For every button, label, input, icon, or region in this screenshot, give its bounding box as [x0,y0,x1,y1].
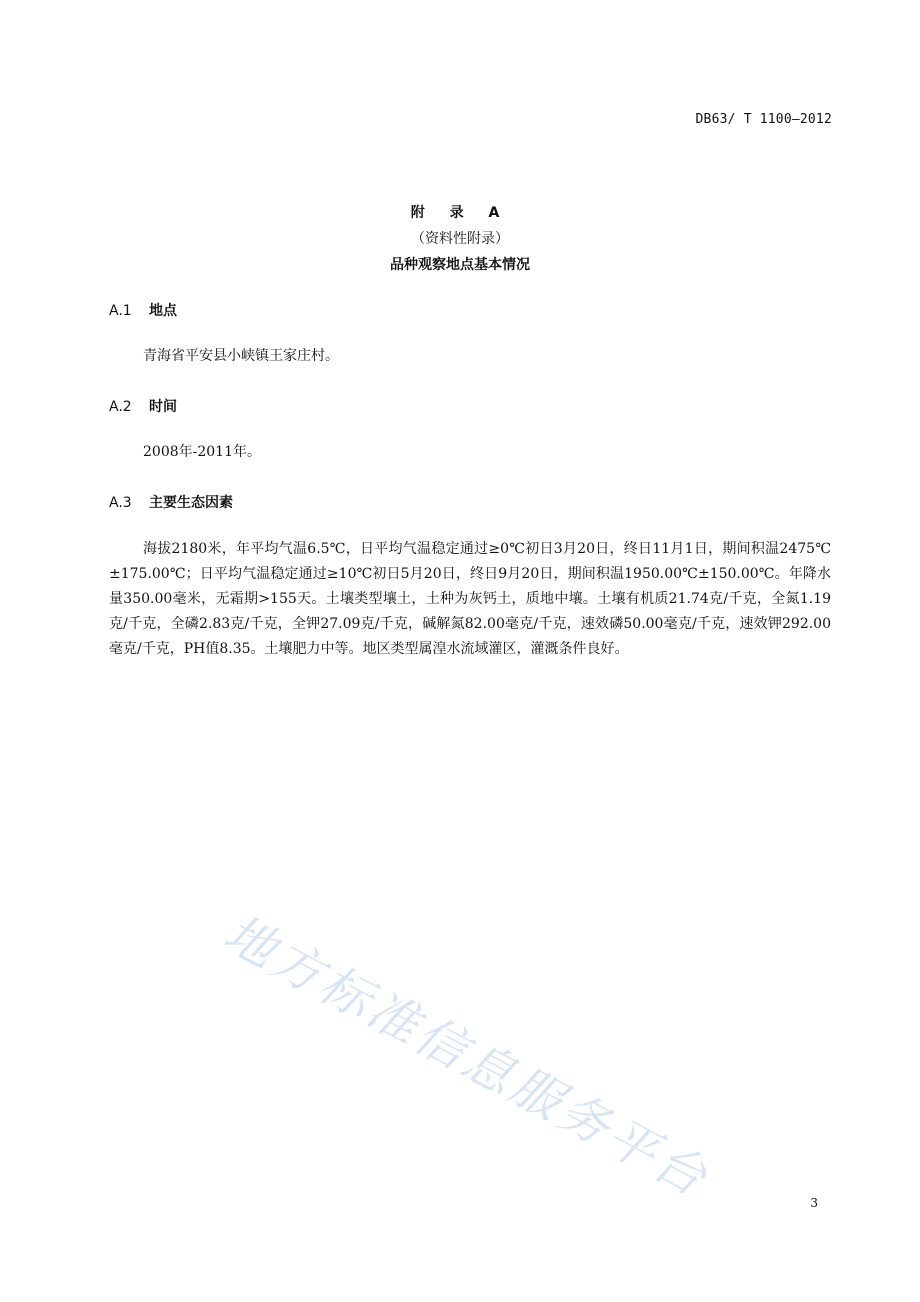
section-heading-a2 [109,396,177,416]
document-code: DB63/ T 1100—2012 [695,112,832,127]
section-body-a1: 青海省平安县小峡镇王家庄村。 [143,348,339,364]
section-body-a2: 2008年-2011年。 [143,444,261,460]
section-number: A.1 [109,303,132,319]
page-number: 3 [810,1196,818,1210]
section-body-a3: 海拔2180米，年平均气温6.5℃，日平均气温稳定通过≥0℃初日3月20日，终日11月1日，期间积温2475℃±175.00℃；日平均气温稳定通过≥10℃初日5月20日，终日9月20日，期间积温1950.00℃±150.00℃。年降水量350.00毫米，无霜期>155天。土壤类型壤土，土种为灰钙土，质地中壤。土壤有机质21.74克/千克，全氮1.19克/千克，全磷2.83克/千克，全钾27.09克/千克，碱解氮82.00毫克/千克，速效磷50.00毫克/千克，速效钾292.00毫克/千克，PH值8.35。土壤肥力中等。地区类型属湟水流域灌区，灌溉条件良好。 [109,541,831,657]
section-number: A.3 [109,495,132,511]
appendix-name: 品种观察地点基本情况 [390,257,530,273]
appendix-title: 附 录 A [410,205,510,221]
section-title: 主要生态因素 [149,495,233,511]
watermark: 地方标准信息服务平台 [214,903,719,1209]
section-title: 地点 [149,303,177,319]
section-heading-a1 [109,300,177,320]
section-number: A.2 [109,399,132,415]
appendix-nature: （资料性附录） [411,231,509,247]
section-title: 时间 [149,399,177,415]
section-heading-a3 [109,492,233,512]
appendix-header [0,200,920,278]
